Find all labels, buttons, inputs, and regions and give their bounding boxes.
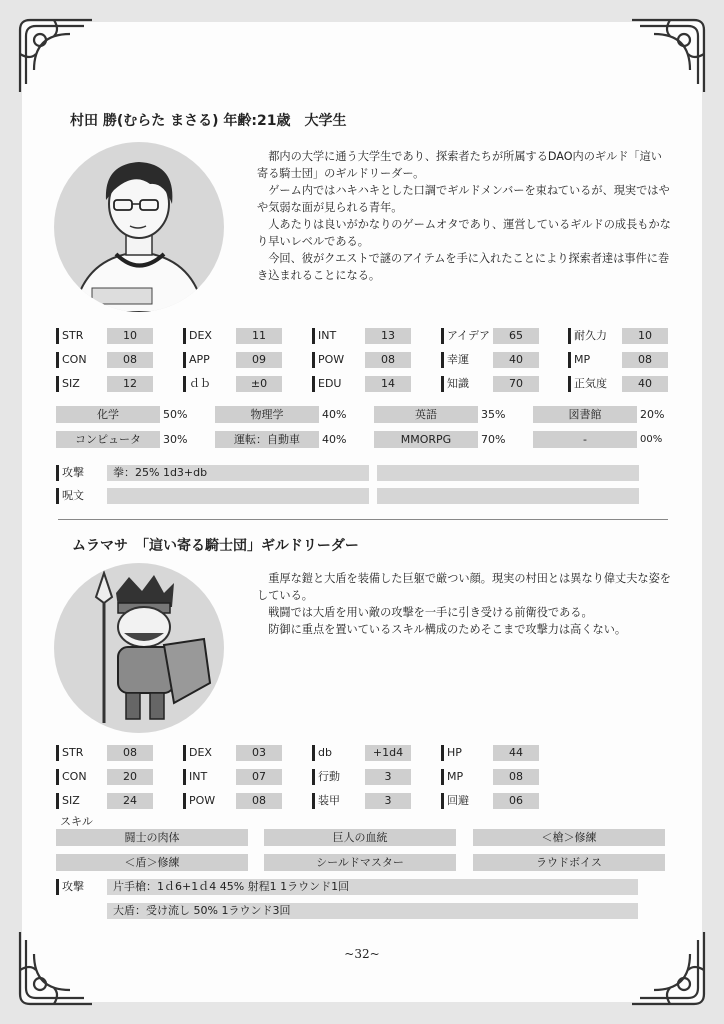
stat-value: 08: [107, 352, 153, 368]
desc-paragraph: 防御に重点を置いているスキル構成のためそこまで攻撃力は高くない。: [268, 623, 627, 636]
stat-label: INT: [312, 328, 336, 344]
spell-bar: [107, 488, 369, 504]
char2-description: [257, 570, 672, 638]
stat-value: 08: [107, 745, 153, 761]
ornament-corner-icon: [628, 928, 710, 1010]
knight-portrait-icon: [54, 563, 224, 733]
skill-name: 巨人の血統: [264, 829, 456, 846]
stat-value: 06: [493, 793, 539, 809]
stat-value: 40: [622, 376, 668, 392]
stat-label: 幸運: [441, 352, 469, 368]
attack-value: 拳：25% 1d3+db: [107, 465, 369, 481]
stat-label: SIZ: [56, 376, 80, 392]
skill-percent: 30%: [163, 433, 188, 446]
stat-value: 08: [622, 352, 668, 368]
stat-value: +1d4: [365, 745, 411, 761]
stat-value: 14: [365, 376, 411, 392]
stat-value: 12: [107, 376, 153, 392]
stat-value: 44: [493, 745, 539, 761]
stat-value: 10: [107, 328, 153, 344]
desc-paragraph: 戦闘では大盾を用い敵の攻撃を一手に引き受ける前衛役である。: [268, 606, 593, 619]
desc-paragraph: 人あたりは良いがかなりのゲームオタであり、運営しているギルドの成長もかなり早いレベルである。: [257, 218, 671, 248]
stat-label: POW: [183, 793, 215, 809]
stat-value: 65: [493, 328, 539, 344]
skill-name: 運転：自動車: [215, 431, 319, 448]
stat-label: EDU: [312, 376, 341, 392]
ornament-corner-icon: [14, 14, 96, 96]
desc-paragraph: 重厚な鎧と大盾を装備した巨躯で厳つい顔。現実の村田とは異なり偉丈夫な姿をしている。: [257, 572, 671, 602]
stat-label: INT: [183, 769, 207, 785]
char1-description: [257, 148, 672, 284]
stat-label: CON: [56, 352, 87, 368]
skill-name: ＜槍＞修練: [473, 829, 665, 846]
page-number: ~32~: [344, 947, 380, 961]
skill-name: -: [533, 431, 637, 448]
stat-label: STR: [56, 328, 83, 344]
skill-percent: 35%: [481, 408, 506, 421]
skill-name: 図書館: [533, 406, 637, 423]
section-divider: [58, 519, 668, 520]
skill-name: 化学: [56, 406, 160, 423]
stat-label: SIZ: [56, 793, 80, 809]
stat-label: 正気度: [568, 376, 607, 392]
stat-value: 08: [493, 769, 539, 785]
char1-header: 村田 勝(むらた まさる) 年齢:21歳 大学生: [70, 113, 347, 129]
stat-value: 07: [236, 769, 282, 785]
skill-percent: 50%: [163, 408, 188, 421]
char2-header: ムラマサ 「這い寄る騎士団」ギルドリーダー: [72, 538, 359, 554]
skill-percent: 00%: [640, 434, 663, 445]
skill-percent: 40%: [322, 408, 347, 421]
stat-label: HP: [441, 745, 462, 761]
stat-value: 03: [236, 745, 282, 761]
spell-label: 呪文: [56, 488, 84, 504]
ornament-corner-icon: [14, 928, 96, 1010]
stat-label: 耐久力: [568, 328, 607, 344]
attack-label: 攻撃: [56, 879, 84, 895]
attack-label: 攻撃: [56, 465, 84, 481]
stat-label: DEX: [183, 745, 212, 761]
stat-label: CON: [56, 769, 87, 785]
stat-label: 回避: [441, 793, 469, 809]
skill-section-label: スキル: [60, 815, 93, 828]
stat-value: 24: [107, 793, 153, 809]
stat-label: POW: [312, 352, 344, 368]
stat-label: DEX: [183, 328, 212, 344]
skill-percent: 70%: [481, 433, 506, 446]
stat-label: db: [312, 745, 332, 761]
stat-label: アイデア: [441, 328, 490, 344]
attack-extra-bar: [377, 465, 639, 481]
attack-value: 片手槍：1ｄ6+1ｄ4 45% 射程1 1ラウンド1回: [107, 879, 638, 895]
char2-portrait: [54, 563, 224, 733]
skill-name: ラウドボイス: [473, 854, 665, 871]
stat-label: 知識: [441, 376, 469, 392]
stat-label: MP: [568, 352, 590, 368]
stat-value: 10: [622, 328, 668, 344]
stat-value: 11: [236, 328, 282, 344]
skill-name: 物理学: [215, 406, 319, 423]
stat-label: 行動: [312, 769, 340, 785]
skill-name: コンピュータ: [56, 431, 160, 448]
stat-value: 20: [107, 769, 153, 785]
stat-value: 13: [365, 328, 411, 344]
attack-value: 大盾：受け流し 50% 1ラウンド3回: [107, 903, 638, 919]
student-portrait-icon: [54, 142, 224, 312]
stat-value: 08: [365, 352, 411, 368]
stat-label: 装甲: [312, 793, 340, 809]
skill-name: 英語: [374, 406, 478, 423]
stat-value: ±0: [236, 376, 282, 392]
skill-name: MMORPG: [374, 431, 478, 448]
stat-label: STR: [56, 745, 83, 761]
desc-paragraph: ゲーム内ではハキハキとした口調でギルドメンバーを束ねているが、現実ではやや気弱な面が見られる青年。: [257, 184, 670, 214]
stat-value: 3: [365, 769, 411, 785]
stat-value: 70: [493, 376, 539, 392]
stat-value: 09: [236, 352, 282, 368]
stat-label: APP: [183, 352, 210, 368]
char1-portrait: [54, 142, 224, 312]
skill-name: 闘士の肉体: [56, 829, 248, 846]
stat-value: 08: [236, 793, 282, 809]
stat-label: ｄｂ: [183, 376, 211, 392]
skill-name: ＜盾＞修練: [56, 854, 248, 871]
stat-label: MP: [441, 769, 463, 785]
stat-value: 40: [493, 352, 539, 368]
skill-percent: 40%: [322, 433, 347, 446]
skill-name: シールドマスター: [264, 854, 456, 871]
skill-percent: 20%: [640, 408, 665, 421]
stat-value: 3: [365, 793, 411, 809]
ornament-corner-icon: [628, 14, 710, 96]
spell-extra-bar: [377, 488, 639, 504]
desc-paragraph: 都内の大学に通う大学生であり、探索者たちが所属するDAO内のギルド「這い寄る騎士団」のギルドリーダー。: [257, 150, 662, 180]
desc-paragraph: 今回、彼がクエストで謎のアイテムを手に入れたことにより探索者達は事件に巻き込まれることになる。: [257, 252, 670, 282]
